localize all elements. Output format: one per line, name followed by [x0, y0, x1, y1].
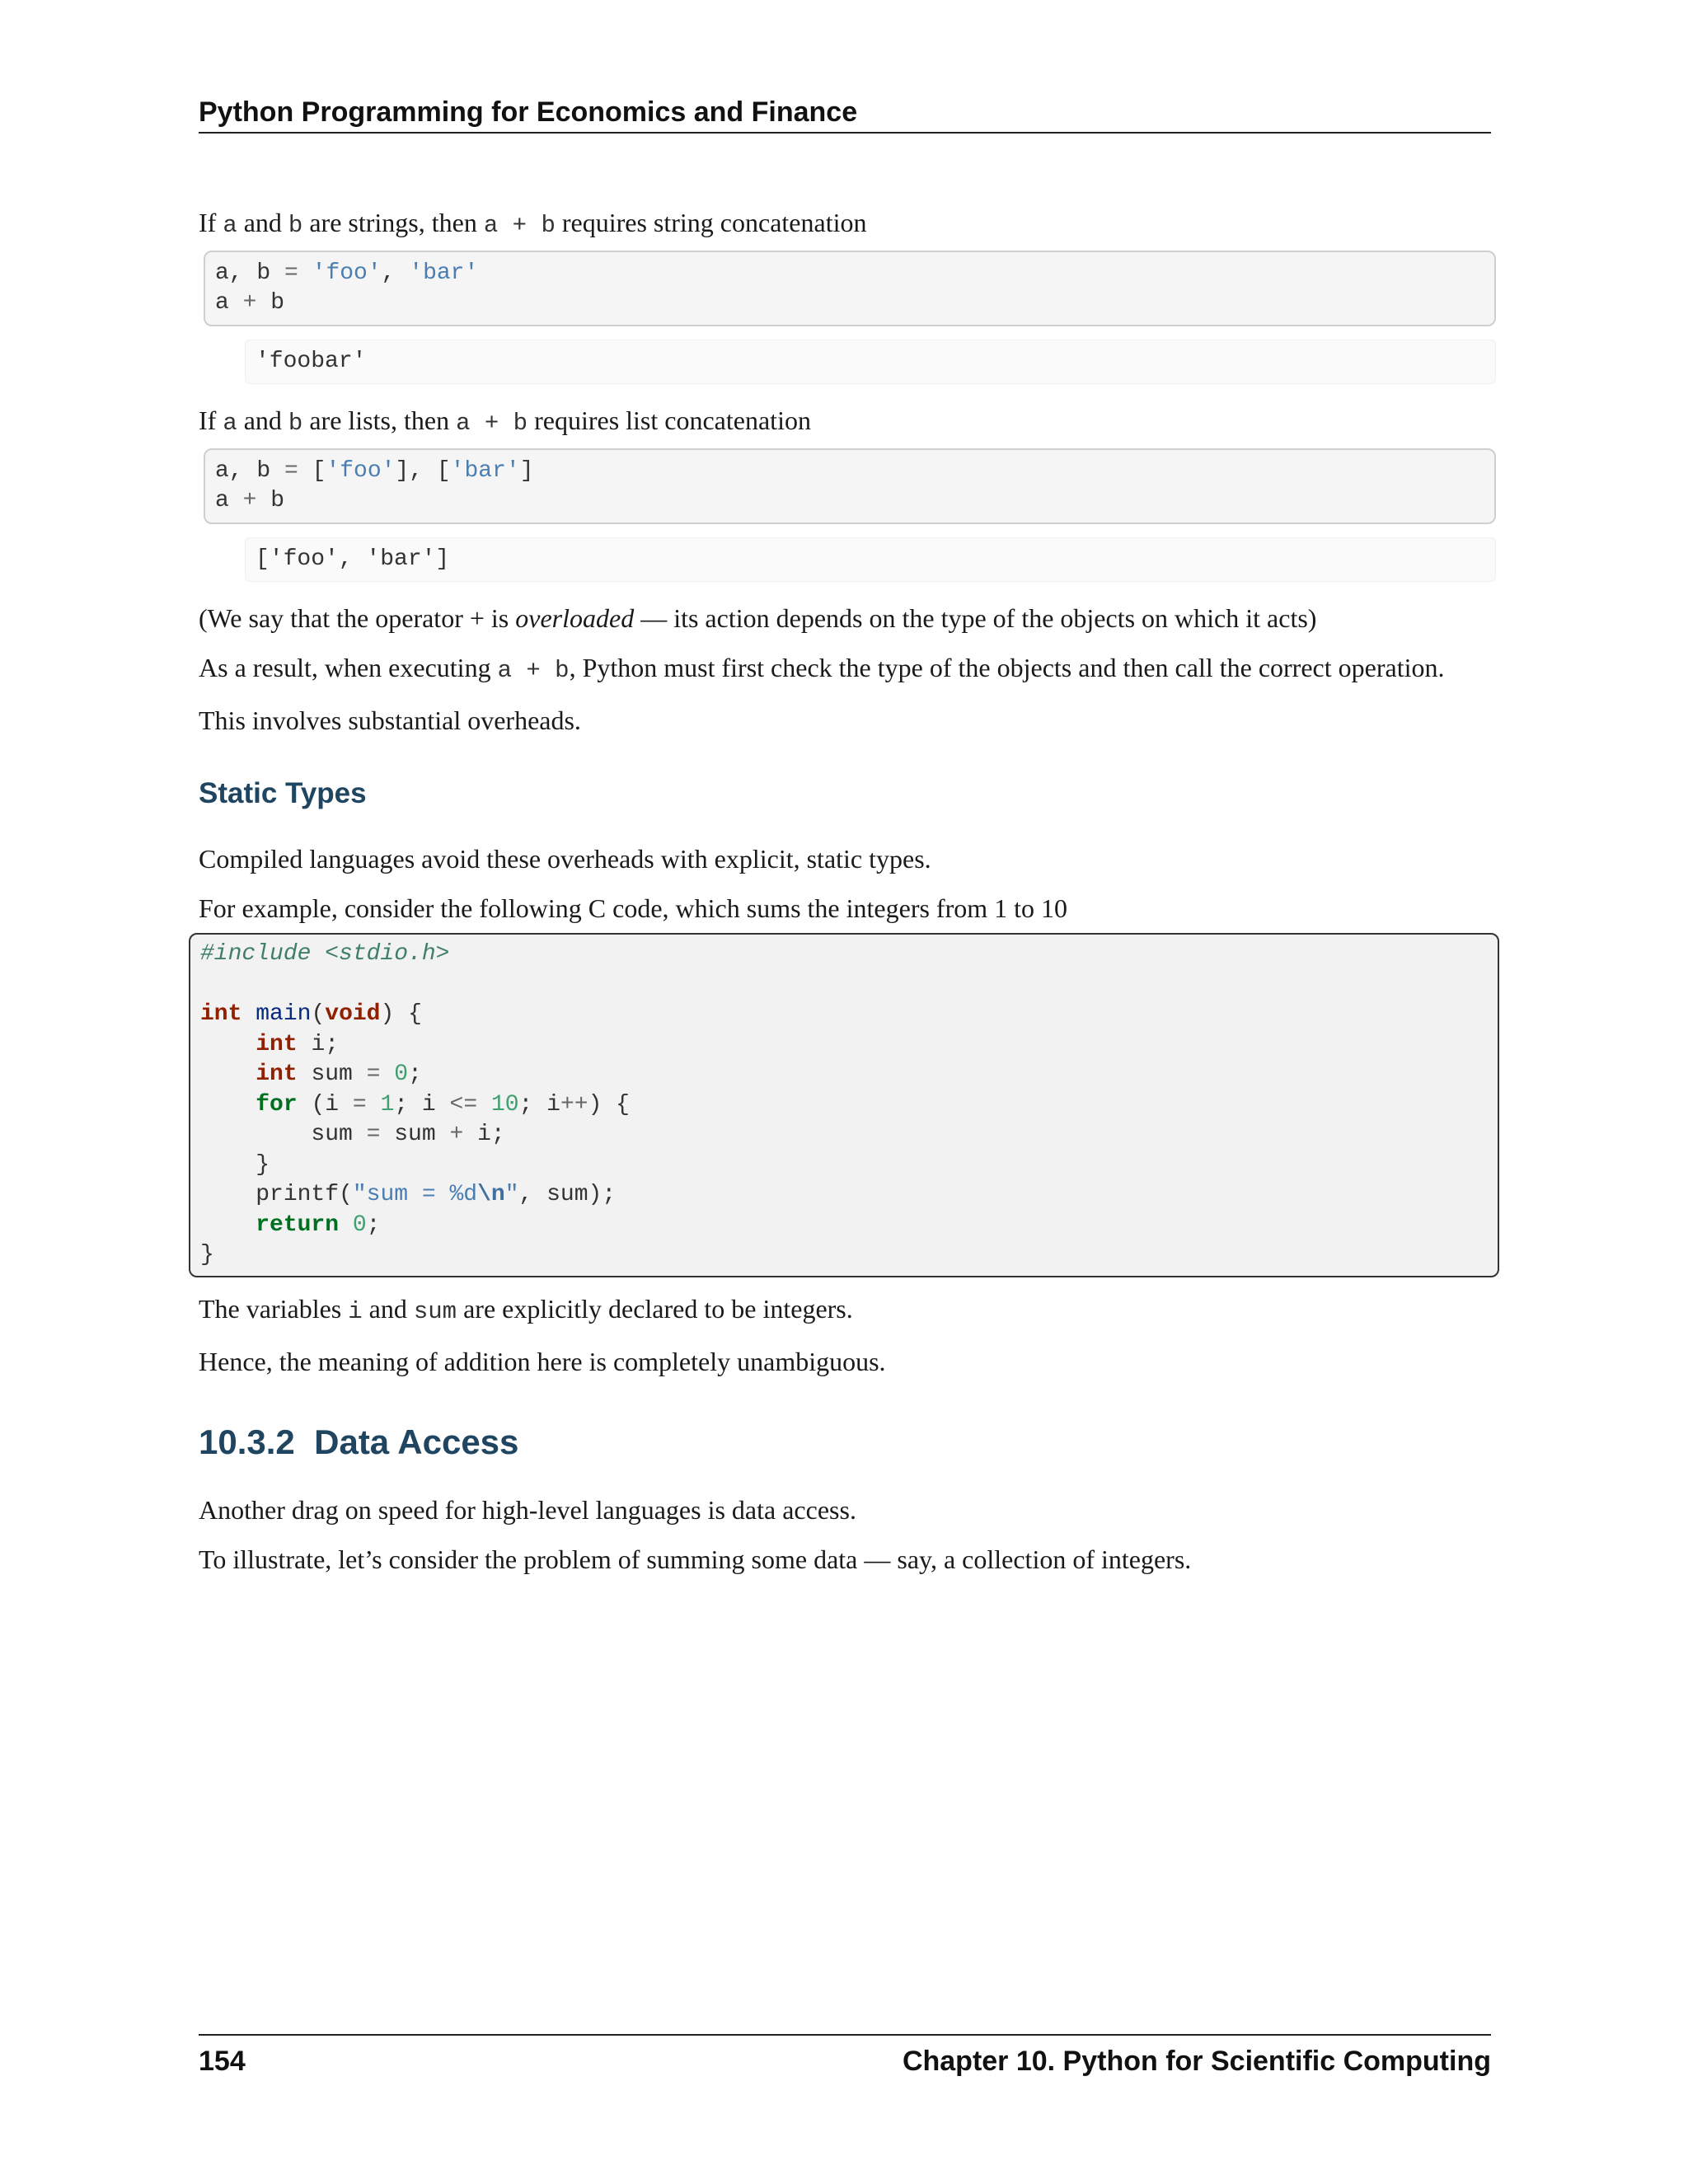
paragraph-unambiguous: Hence, the meaning of addition here is completely unambiguous. [199, 1346, 886, 1376]
chapter-title: Chapter 10. Python for Scientific Computing [902, 2046, 1491, 2077]
paragraph-overloaded: (We say that the operator + is overloaded — its action depends on the type of the objects on which it acts) [199, 603, 1317, 633]
section-heading [199, 1419, 1501, 1465]
c-code-block[interactable]: #include <stdio.h> int main(void) { int i; int sum = 0; for (i = 1; i <= 10; i++) { sum = sum + i; } printf("sum = %d\n", sum); return 0; } [189, 933, 1499, 1277]
code-cell-strings[interactable]: a, b = 'foo', 'bar' a + b [204, 251, 1496, 326]
paragraph-c-example: For example, consider the following C code, which sums the integers from 1 to 10 [199, 893, 1068, 923]
paragraph-declared: The variables i and sum are explicitly declared to be integers. [199, 1293, 853, 1325]
paragraph-strings: If a and b are strings, then a + b requires string concatenation [199, 208, 867, 239]
page-footer [199, 2034, 1491, 2080]
running-title: Python Programming for Economics and Finance [199, 96, 858, 128]
paragraph-type-check: As a result, when executing a + b, Python must first check the type of the objects and then call the correct operation. [199, 653, 1445, 684]
page-body [199, 198, 1501, 1584]
subsection-heading: Static Types [199, 777, 367, 809]
paragraph-illustrate: To illustrate, let’s consider the problem of summing some data — say, a collection of integers. [199, 1544, 1192, 1574]
paragraph-compiled: Compiled languages avoid these overheads with explicit, static types. [199, 844, 931, 874]
paragraph-data-access: Another drag on speed for high-level languages is data access. [199, 1494, 856, 1525]
code-cell-lists[interactable]: a, b = ['foo'], ['bar'] a + b [204, 448, 1496, 524]
code-output-lists: ['foo', 'bar'] [245, 537, 1496, 582]
code-output-strings: 'foobar' [245, 340, 1496, 384]
paragraph-overheads: This involves substantial overheads. [199, 705, 581, 735]
section-number: 10.3.2 [199, 1422, 295, 1461]
paragraph-lists: If a and b are lists, then a + b requires list concatenation [199, 405, 811, 437]
section-title: Data Access [314, 1422, 519, 1461]
page-number: 154 [199, 2046, 246, 2077]
running-header [199, 92, 1491, 134]
